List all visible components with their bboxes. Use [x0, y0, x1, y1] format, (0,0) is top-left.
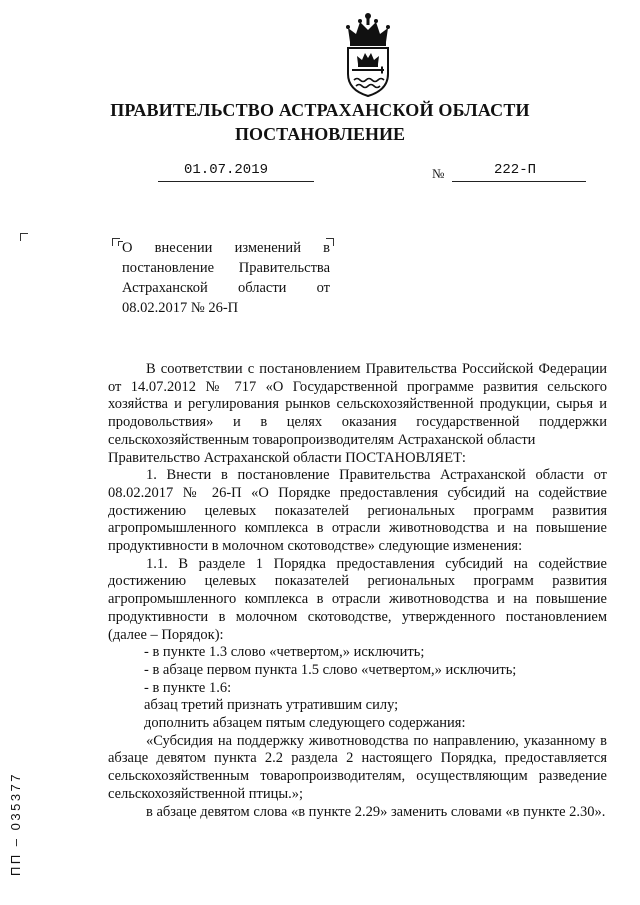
document-subject: О внесении изменений в постановление Правительства Астраханской области от 08.02.2017 № 26-П	[122, 240, 330, 316]
body-paragraph: 1.1. В разделе 1 Порядка предоставления субсидий на содействие достижению целевых показателей региональных программ развития агропромышленного комплекса в отрасли животноводства и на повышение продуктивности в молочном скотоводстве, утвержденного постановлением (далее – Порядок):	[108, 555, 607, 643]
body-paragraph: Правительство Астраханской области ПОСТАНОВЛЯЕТ:	[108, 449, 466, 466]
body-paragraph: дополнить абзацем пятым следующего содержания:	[144, 715, 466, 732]
form-serial-number: ПП – 035377	[8, 771, 23, 876]
number-sign: №	[432, 166, 445, 181]
number-underline	[452, 181, 586, 182]
document-date: 01.07.2019	[184, 162, 269, 178]
body-paragraph: В соответствии с постановлением Правительства Российской Федерации от 14.07.2012 № 717 «О Государственной программе развития сельского хозяйства и регулирования рынков сельскохозяйственной продукции, сырья и продовольствия» и в целях оказания государственной поддержки сельскохозяйственным товаропроизводителям Астраханской области	[108, 361, 607, 448]
body-paragraph: - в пункте 1.6:	[144, 679, 232, 696]
date-underline	[158, 181, 314, 182]
body-paragraph: 1. Внести в постановление Правительства Астраханской области от 08.02.2017 № 26-П «О Порядке предоставления субсидий на содействие достижению целевых показателей региональных программ развития агропромышленного комплекса в отрасли животноводства и на повышение продуктивности в молочном скотоводстве» следующие изменения:	[108, 467, 607, 555]
body-paragraph: - в пункте 1.3 слово «четвертом,» исключить;	[144, 644, 425, 661]
corner-mark	[20, 233, 28, 241]
body-paragraph: в абзаце девятом слова «в пункте 2.29» заменить словами «в пункте 2.30».	[146, 803, 606, 820]
body-paragraph: «Субсидия на поддержку животноводства по направлению, указанному в абзаце девятом пункта 2.2 раздела 2 настоящего Порядка, предоставляется сельскохозяйственным товаропроизводителям, осуществляющим разведение сельскохозяйственной птицы.»;	[108, 732, 607, 802]
body-paragraph: - в абзаце первом пункта 1.5 слово «четвертом,» исключить;	[144, 661, 517, 678]
document-body	[108, 361, 607, 821]
document-type-title: ПОСТАНОВЛЕНИЕ	[234, 124, 406, 144]
coat-of-arms-icon	[336, 8, 400, 98]
body-paragraph: абзац третий признать утратившим силу;	[144, 697, 399, 714]
organization-title: ПРАВИТЕЛЬСТВО АСТРАХАНСКОЙ ОБЛАСТИ	[110, 100, 530, 120]
document-number: 222-П	[494, 162, 537, 178]
